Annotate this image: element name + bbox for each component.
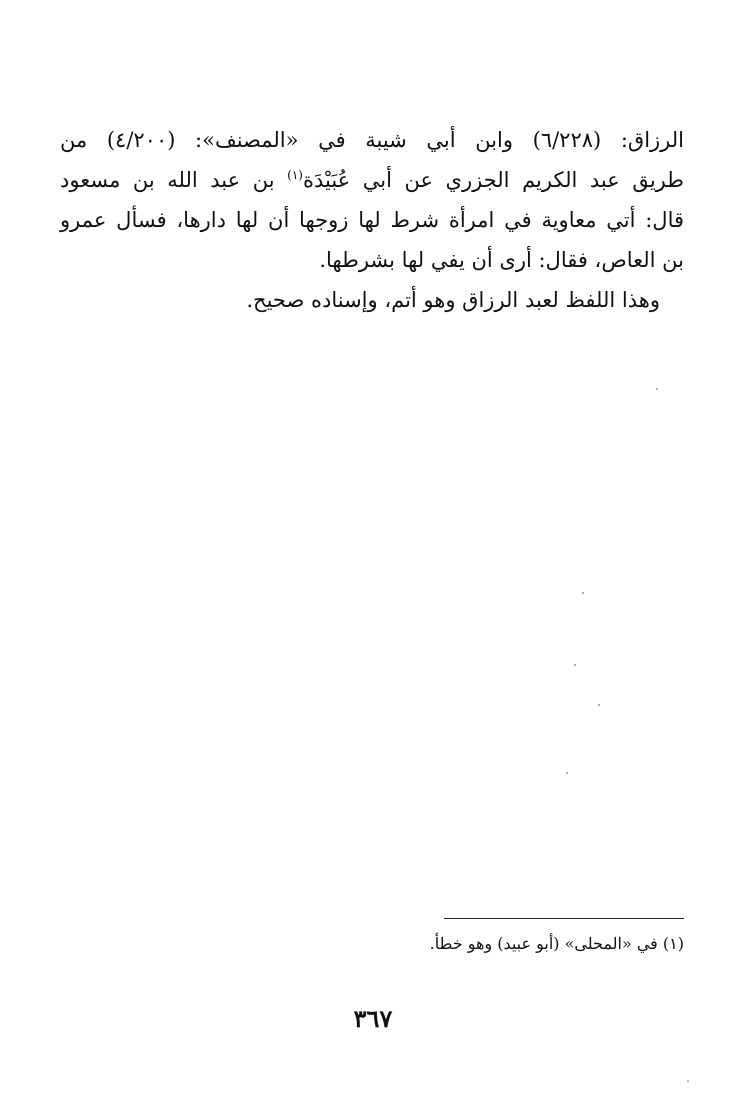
text-line-3: قال: أتي معاوية في امرأة شرط لها زوجها أن لها دارها، فسأل عمرو [60,208,684,232]
scan-speck [582,592,584,594]
scan-speck [566,772,568,774]
scan-speck [687,1080,689,1082]
footnote [430,930,684,958]
text-line-5: وهذا اللفظ لعبد الرزاق وهو أتم، وإسناده صحيح. [246,288,660,312]
text-line-2-end: بن عبد الله بن مسعود [60,168,275,192]
text-line-1: الرزاق: (٦/٢٢٨) وابن أبي شيبة في «المصنف»: (٤/٢٠٠) من [60,128,684,152]
page-number: ٣٦٧ [353,1004,393,1033]
footnote-text: في «المحلى» (أبو عبيد) وهو خطأ. [429,934,658,953]
text-line-4: بن العاص، فقال: أرى أن يفي لها بشرطها. [319,248,684,272]
text-line-2 [60,160,684,200]
scan-speck [656,388,658,390]
footnote-separator [444,918,684,919]
main-text [60,120,684,320]
scan-speck [574,664,576,666]
scan-speck [598,704,600,706]
footnote-reference[interactable]: (١) [287,168,303,182]
footnote-marker: (١) [662,934,684,953]
text-line-2-start: طريق عبد الكريم الجزري عن أبي عُبَيْدَة [302,168,684,192]
